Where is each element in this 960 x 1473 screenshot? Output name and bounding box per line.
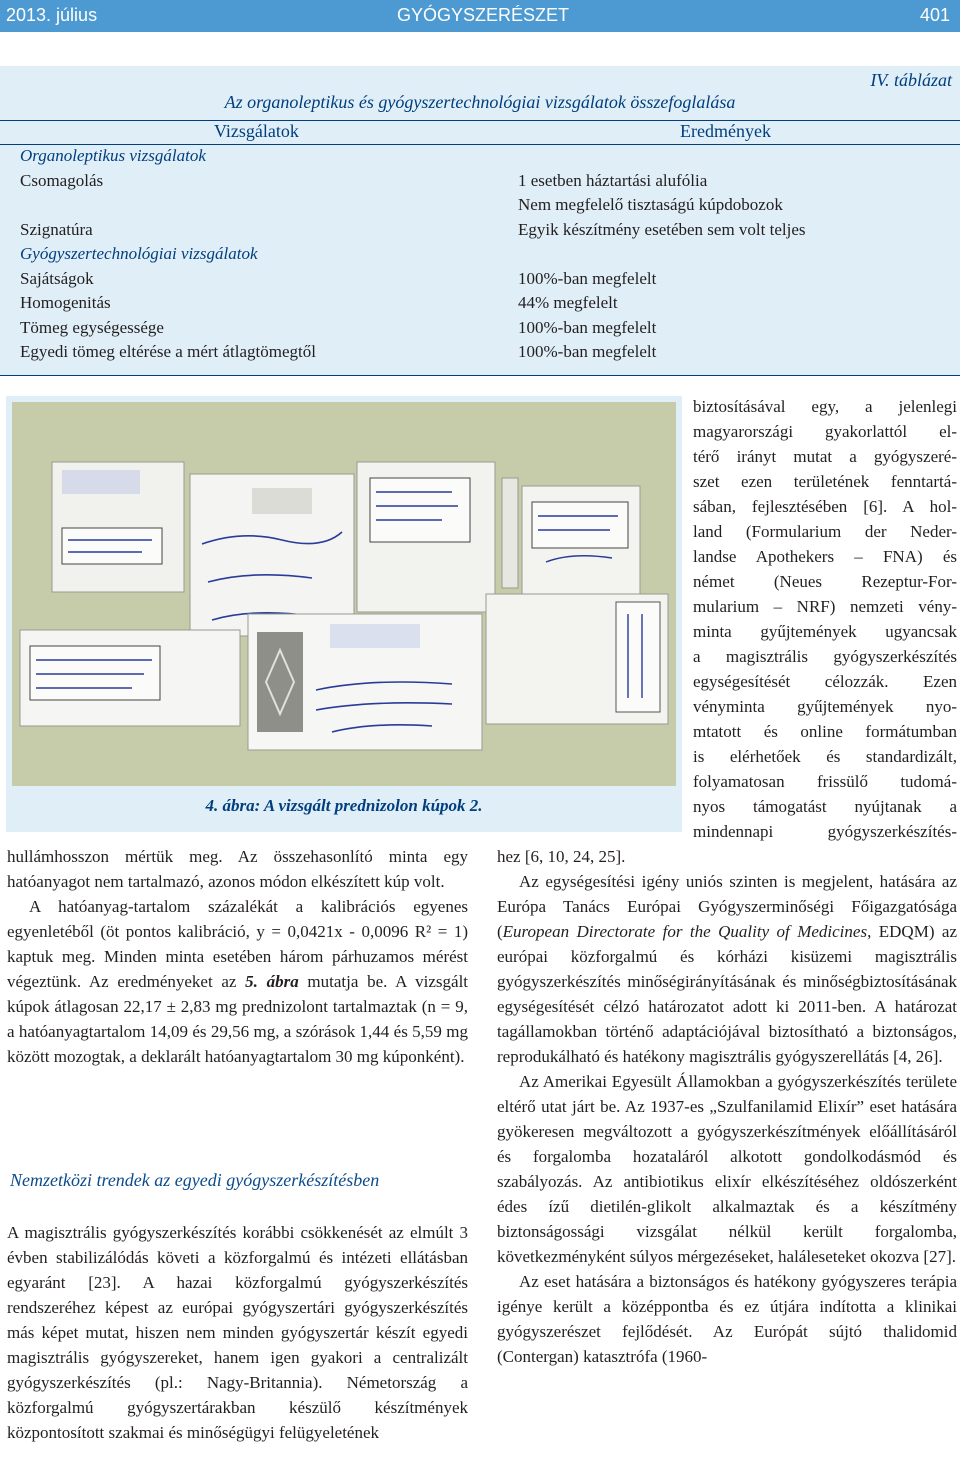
right-wrapped-line: mtatott és online formátumban xyxy=(693,722,957,741)
right-wrapped-line: szet ezen területének fenntartá- xyxy=(693,472,957,491)
table-test-cell: Egyedi tömeg eltérése a mért átlagtömegtől xyxy=(20,342,316,361)
table-row xyxy=(0,193,960,217)
right-wrapped-line: is elérhetőek és standardizált, xyxy=(693,747,957,766)
figure-4 xyxy=(6,396,682,832)
table-result-cell: 100%-ban megfelelt xyxy=(518,342,657,361)
table-row xyxy=(0,267,960,291)
right-wrapped-line: folyamatosan frissülő tudomá- xyxy=(693,772,957,791)
table-number: IV. táblázat xyxy=(870,70,952,90)
col-header-results: Eredmények xyxy=(680,121,771,141)
left-para-2-a: A hatóanyag-tartalom százalékát a kalibrációs egyenes egyenletéből (öt pontos kalibráció, y = 0,0421x - 0,0096 R² = 1) kaptuk meg. Minden minta esetében három párhuzamos mérést végeztünk. Az eredményeket az xyxy=(7,897,468,991)
left-para-1: hullámhosszon mértük meg. Az összehasonlító minta egy hatóanyagot nem tartalmazó, azonos módon elkészített kúp volt. xyxy=(7,847,468,891)
table-row xyxy=(0,169,960,193)
table-section-label: Gyógyszertechnológiai vizsgálatok xyxy=(20,244,258,263)
table-row xyxy=(0,291,960,315)
right-wrapped-line: térő irányt mutat a gyógyszeré- xyxy=(693,447,957,466)
table-result-cell: 100%-ban megfelelt xyxy=(518,318,657,337)
page-number: 401 xyxy=(919,5,950,25)
table-row xyxy=(0,316,960,340)
box-1 xyxy=(52,462,184,592)
figure-reference: 5. ábra xyxy=(245,972,299,991)
section-heading: Nemzetközi trendek az egyedi gyógyszerkészítésben xyxy=(10,1170,380,1190)
right-para-1-end: hez [6, 10, 24, 25]. xyxy=(497,847,626,866)
table-result-cell: 100%-ban megfelelt xyxy=(518,269,657,288)
table-row xyxy=(0,218,960,242)
col-header-tests: Vizsgálatok xyxy=(214,121,299,141)
right-wrapped-line: német (Neues Rezeptur-For- xyxy=(693,572,957,591)
issue-date: 2013. július xyxy=(6,5,98,25)
right-para-3: Az Amerikai Egyesült Államokban a gyógyszerkészítés területe eltérő utat járt be. Az 1937-es „Szulfanilamid Elixír” eset hatására gyökeresen megváltozott a gyógyszerkészítmények előállításáról és forgalomba hozataláról alkotott gondolkodásmód és szabályozás. Az antibiotikus elixír elkészítéséhez oldószerként édes ízű dietilén-glikolt alkalmaztak és a készítmény biztonságossági vizsgálat nélkül került forgalomba, következményként súlyos mérgezéseket, haláleseteket okozva [27]. xyxy=(497,1072,957,1266)
right-wrapped-line: egységesítését célozzák. Ezen xyxy=(693,672,957,691)
table-rule-bottom xyxy=(0,375,960,376)
right-wrapped-line: biztosításával egy, a jelenlegi xyxy=(693,397,957,416)
box-5 xyxy=(20,630,240,726)
right-para-4: Az eset hatására a biztonságos és hatékony gyógyszeres terápia igénye került a középpontba és ez útjára indította a klinikai gyógyszerészet fejlődését. Az Európát sújtó thalidomid (Contergan) katasztrófa (1960- xyxy=(497,1272,957,1366)
right-wrapped-line: minta gyűjtemények ugyancsak xyxy=(693,622,957,641)
figure-caption: 4. ábra: A vizsgált prednizolon kúpok 2. xyxy=(205,796,483,815)
right-wrapped-line: nyos támogatást nyújtanak a xyxy=(693,797,957,816)
right-column-top xyxy=(693,394,957,844)
table-test-cell: Csomagolás xyxy=(20,171,104,190)
right-wrapped-line: vényminta gyűjtemények nyo- xyxy=(693,697,957,716)
right-wrapped-line: magyarországi gyakorlattól el- xyxy=(693,422,957,441)
left-para-2 xyxy=(7,894,468,1069)
box-7 xyxy=(486,594,668,724)
running-header xyxy=(0,0,960,32)
table-result-cell: Nem megfelelő tisztaságú kúpdobozok xyxy=(518,195,783,214)
table-test-cell: Homogenitás xyxy=(20,293,111,312)
right-wrapped-line: land (Formularium der Neder- xyxy=(693,522,957,541)
right-wrapped-line: mindennapi gyógyszerkészítés- xyxy=(693,822,957,841)
table-result-cell: 1 esetben háztartási alufólia xyxy=(518,171,708,190)
table-title: Az organoleptikus és gyógyszertechnológiai vizsgálatok összefoglalása xyxy=(224,92,736,112)
table-test-cell: Tömeg egységessége xyxy=(20,318,164,337)
box-6 xyxy=(248,614,482,750)
left-para-2-b: mutatja be. A vizsgált kúpok átlagosan 22,17 ± 2,83 mg prednizolont tartalmaztak (n = 9, a hatóanyagtartalom 14,09 és 29,56 mg, a szórások 1,44 és 5,59 mg között mozogtak, a deklarált hatóanyagtartalom 30 mg kúponként). xyxy=(7,972,469,1066)
table-result-cell: Egyik készítmény esetében sem volt teljes xyxy=(518,220,806,239)
right-column-wrapped-lines xyxy=(693,394,957,844)
left-column xyxy=(7,844,468,1069)
table-test-cell: Sajátságok xyxy=(20,269,94,288)
box-3 xyxy=(357,462,518,612)
right-column xyxy=(497,844,957,1369)
right-wrapped-line: sában, fejlesztésében [6]. A hol- xyxy=(693,497,957,516)
table-result-cell: 44% megfelelt xyxy=(518,293,618,312)
left-para-3: A magisztrális gyógyszerkészítés korábbi csökkenését az elmúlt 3 évben stabilizálódás követi a közforgalmú és intézeti ellátásban egyaránt [23]. A hazai közforgalmú gyógyszerkészítés rendszeréhez képest az európai gyógyszertári gyógyszerkészítés más képet mutat, hiszen nem minden gyógyszertár készít egyedi magisztrális gyógyszereket, hanem igen gyakori a centralizált gyógyszerkészítés (pl.: Nagy-Britannia). Németország a közforgalmú gyógyszertárakban készülő készítmények központosított szakmai és minőségügyi felügyeletének xyxy=(7,1223,468,1442)
table-rule-top xyxy=(0,120,960,121)
table-section-label: Organoleptikus vizsgálatok xyxy=(20,146,206,165)
table-row xyxy=(0,242,960,266)
box-2 xyxy=(190,474,354,636)
right-para-2-b: , EDQM) az európai közforgalmú és kórházi kisüzemi magisztrális gyógyszerkészítés minőségirányításának és minőségbiztosításának egységesítését célzó határozatot adott ki 2011-ben. A határozat tagállamokban történő adaptációjával biztosítható a biztonságos, reprodukálható és hatékony magisztrális gyógyszerellátás [4, 26]. xyxy=(497,922,958,1066)
suppository-boxes-photo xyxy=(12,402,676,786)
box-4 xyxy=(522,486,640,600)
right-wrapped-line: a magisztrális gyógyszerkészítés xyxy=(693,647,957,666)
edqm-name: European Directorate for the Quality of Medicines xyxy=(502,922,868,941)
summary-table xyxy=(0,66,960,376)
right-wrapped-line: mularium – NRF) nemzeti vény- xyxy=(693,597,957,616)
right-wrapped-line: landse Apothekers – FNA) és xyxy=(693,547,957,566)
table-test-cell: Szignatúra xyxy=(20,220,93,239)
journal-name: GYÓGYSZERÉSZET xyxy=(396,5,570,25)
table-row xyxy=(0,144,960,168)
right-para-2 xyxy=(497,869,957,1069)
table-row xyxy=(0,340,960,364)
left-column-lower xyxy=(7,1220,468,1445)
right-para-2-a: Az egységesítési igény uniós szinten is megjelent, hatására az Európa Tanács Európai Gyógyszerminőségi Főigazgatósága ( xyxy=(497,872,957,941)
